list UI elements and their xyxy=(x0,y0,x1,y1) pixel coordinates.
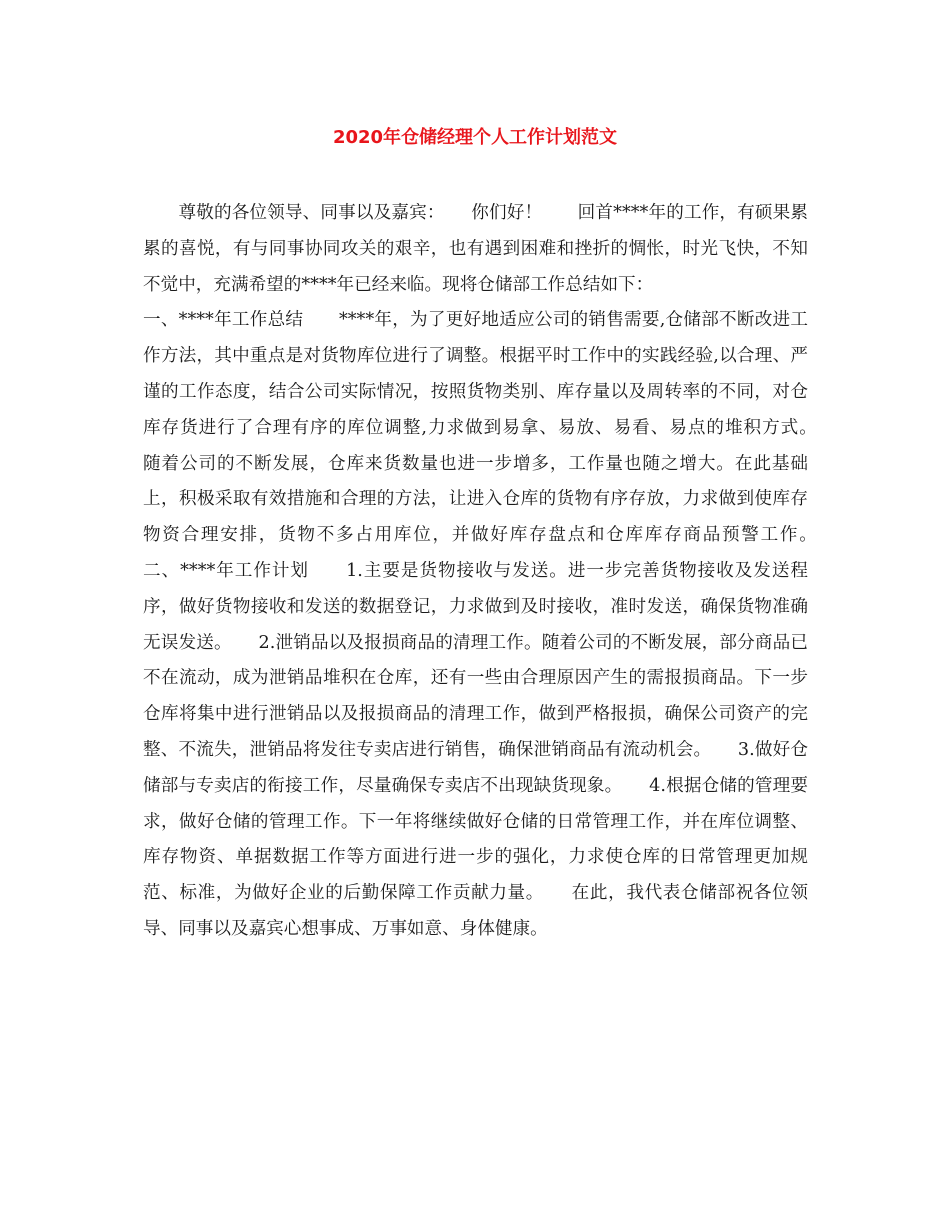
document-body: 尊敬的各位领导、同事以及嘉宾： 你们好！ 回首****年的工作，有硕果累累的喜悦，有与同事协同攻关的艰辛，也有遇到困难和挫折的惆怅，时光飞快，不知不觉中，充满希望的****年已经来临。现将仓储部工作总结如下： 一、****年工作总结 ****年，为了更好地适应公司的销售需要,仓储部不断改进工作方法，其中重点是对货物库位进行了调整。根据平时工作中的实践经验,以合理、严谨的工作态度，结合公司实际情况，按照货物类别、库存量以及周转率的不同，对仓库存货进行了合理有序的库位调整,力求做到易拿、易放、易看、易点的堆积方式。 随着公司的不断发展，仓库来货数量也进一步增多，工作量也随之增大。在此基础上，积极采取有效措施和合理的方法，让进入仓库的货物有序存放，力求做到使库存物资合理安排，货物不多占用库位，并做好库存盘点和仓库库存商品预警工作。 二、****年工作计划 1.主要是货物接收与发送。进一步完善货物接收及发送程序，做好货物接收和发送的数据登记，力求做到及时接收，准时发送，确保货物准确无误发送。 2.泄销品以及报损商品的清理工作。随着公司的不断发展，部分商品已不在流动，成为泄销品堆积在仓库，还有一些由合理原因产生的需报损商品。下一步仓库将集中进行泄销品以及报损商品的清理工作，做到严格报损，确保公司资产的完整、不流失，泄销品将发往专卖店进行销售，确保泄销商品有流动机会。 3.做好仓储部与专卖店的衔接工作，尽量确保专卖店不出现缺货现象。 4.根据仓储的管理要求，做好仓储的管理工作。下一年将继续做好仓储的日常管理工作，并在库位调整、库存物资、单据数据工作等方面进行进一步的强化，力求使仓库的日常管理更加规范、标准，为做好企业的后勤保障工作贡献力量。 在此，我代表仓储部祝各位领导、同事以及嘉宾心想事成、万事如意、身体健康。 xyxy=(143,203,808,939)
document-title: 2020年仓储经理个人工作计划范文 xyxy=(332,127,618,148)
